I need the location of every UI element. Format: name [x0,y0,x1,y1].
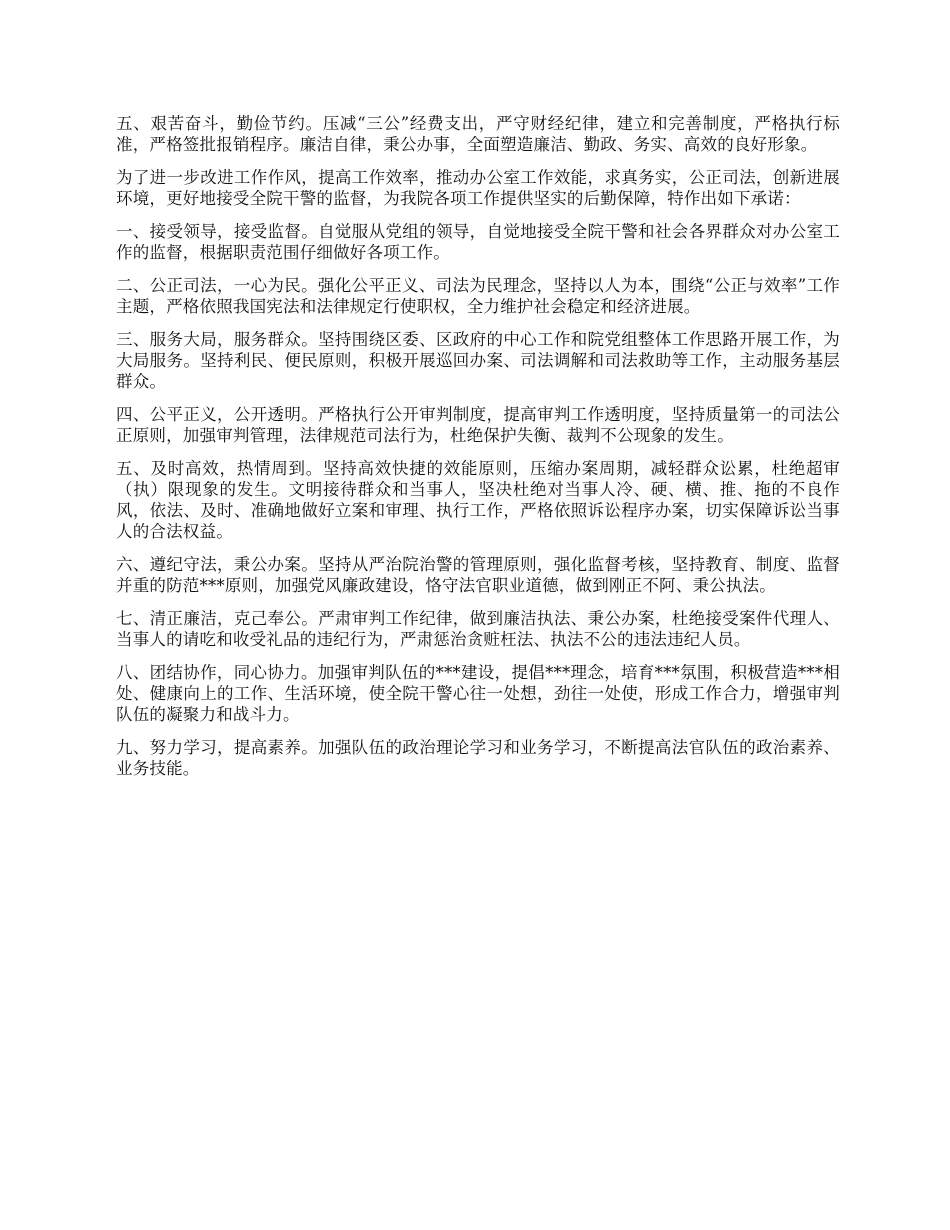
paragraph-item-1: 一、接受领导，接受监督。自觉服从党组的领导，自觉地接受全院干警和社会各界群众对办公室工作的监督，根据职责范围仔细做好各项工作。 [116,222,840,262]
paragraph-item-9: 九、努力学习，提高素养。加强队伍的政治理论学习和业务学习，不断提高法官队伍的政治素养、业务技能。 [116,738,840,778]
paragraph-frugality: 五、艰苦奋斗，勤俭节约。压减“三公”经费支出，严守财经纪律，建立和完善制度，严格执行标准，严格签批报销程序。廉洁自律，秉公办事，全面塑造廉洁、勤政、务实、高效的良好形象。 [116,114,840,154]
paragraph-item-8: 八、团结协作，同心协力。加强审判队伍的***建设，提倡***理念，培育***氛围，积极营造***相处、健康向上的工作、生活环境，使全院干警心往一处想，劲往一处使，形成工作合力，增强审判队伍的凝聚力和战斗力。 [116,663,840,724]
document-body [116,113,840,791]
paragraph-item-6: 六、遵纪守法，秉公办案。坚持从严治院治警的管理原则，强化监督考核，坚持教育、制度、监督并重的防范***原则，加强党风廉政建设，恪守法官职业道德，做到刚正不阿、秉公执法。 [116,555,840,595]
paragraph-item-5: 五、及时高效，热情周到。坚持高效快捷的效能原则，压缩办案周期，减轻群众讼累，杜绝超审（执）限现象的发生。文明接待群众和当事人，坚决杜绝对当事人冷、硬、横、推、拖的不良作风，依法、及时、准确地做好立案和审理、执行工作，严格依照诉讼程序办案，切实保障诉讼当事人的合法权益。 [116,459,840,541]
paragraph-item-4: 四、公平正义，公开透明。严格执行公开审判制度，提高审判工作透明度，坚持质量第一的司法公正原则，加强审判管理，法律规范司法行为，杜绝保护失衡、裁判不公现象的发生。 [116,405,840,445]
paragraph-item-2: 二、公正司法，一心为民。强化公平正义、司法为民理念，坚持以人为本，围绕“公正与效率”工作主题，严格依照我国宪法和法律规定行使职权，全力维护社会稳定和经济进展。 [116,276,840,316]
paragraph-item-7: 七、清正廉洁，克己奉公。严肃审判工作纪律，做到廉洁执法、秉公办案，杜绝接受案件代理人、当事人的请吃和收受礼品的违纪行为，严肃惩治贪赃枉法、执法不公的违法违纪人员。 [116,609,840,649]
paragraph-item-3: 三、服务大局，服务群众。坚持围绕区委、区政府的中心工作和院党组整体工作思路开展工作，为大局服务。坚持利民、便民原则，积极开展巡回办案、司法调解和司法救助等工作，主动服务基层群众。 [116,330,840,391]
paragraph-commitment-intro: 为了进一步改进工作作风，提高工作效率，推动办公室工作效能，求真务实，公正司法，创新进展环境，更好地接受全院干警的监督，为我院各项工作提供坚实的后勤保障，特作出如下承诺： [116,168,840,208]
